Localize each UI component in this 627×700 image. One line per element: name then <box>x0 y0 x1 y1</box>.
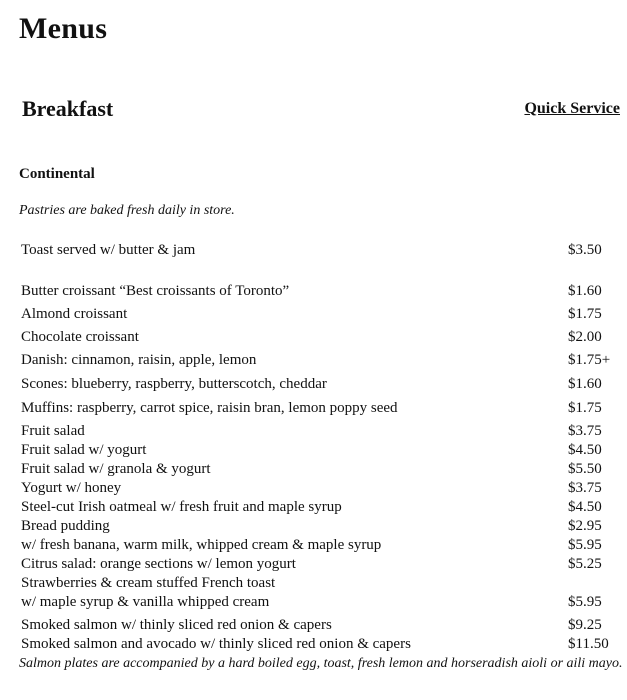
menu-item-price: $4.50 <box>568 442 602 458</box>
menu-item <box>21 281 621 301</box>
menu-item-name: Bread pudding <box>21 518 110 534</box>
menu-item <box>21 497 621 517</box>
menu-item-name: Danish: cinnamon, raisin, apple, lemon <box>21 352 257 368</box>
menu-item-name: Almond croissant <box>21 306 128 322</box>
menu-item-name: Fruit salad w/ yogurt <box>21 442 147 458</box>
menu-item-price: $5.95 <box>568 594 602 610</box>
menu-item-price: $5.95 <box>568 537 602 553</box>
menu-item-price: $1.75 <box>568 400 602 416</box>
menu-item-price: $5.25 <box>568 556 602 572</box>
quick-service-link[interactable]: Quick Service <box>524 100 620 117</box>
menu-item-name: Fruit salad <box>21 423 85 439</box>
menu-item-name: Citrus salad: orange sections w/ lemon yogurt <box>21 556 296 572</box>
menu-item-name: Smoked salmon and avocado w/ thinly sliced red onion & capers <box>21 636 411 652</box>
menu-item-price: $4.50 <box>568 499 602 515</box>
subsection-title-continental: Continental <box>19 166 95 182</box>
menu-item-name: Toast served w/ butter & jam <box>21 242 196 258</box>
menu-item <box>21 374 621 394</box>
menu-item-name: Smoked salmon w/ thinly sliced red onion & capers <box>21 617 332 633</box>
menu-item-price: $1.60 <box>568 376 602 392</box>
menu-item <box>21 327 621 347</box>
menu-item <box>21 459 621 479</box>
menu-item <box>21 304 621 324</box>
menu-item-name: w/ maple syrup & vanilla whipped cream <box>21 594 270 610</box>
menu-item-name: Steel-cut Irish oatmeal w/ fresh fruit and maple syrup <box>21 499 342 515</box>
menu-item-name: Yogurt w/ honey <box>21 480 122 496</box>
page-title: Menus <box>19 12 108 45</box>
menu-item-price: $3.50 <box>568 242 602 258</box>
menu-item-price: $3.75 <box>568 480 602 496</box>
menu-item-name: Strawberries & cream stuffed French toast <box>21 575 276 591</box>
menu-item-price: $1.75 <box>568 306 602 322</box>
menu-item <box>21 240 621 260</box>
menu-item-price: $9.25 <box>568 617 602 633</box>
menu-item <box>21 634 621 654</box>
menu-item-name: Butter croissant “Best croissants of Toronto” <box>21 283 290 299</box>
menu-item-price: $11.50 <box>568 636 609 652</box>
menu-item-name: Scones: blueberry, raspberry, butterscotch, cheddar <box>21 376 327 392</box>
salmon-plates-note: Salmon plates are accompanied by a hard boiled egg, toast, fresh lemon and horseradish aioli or aili mayo. <box>19 656 623 671</box>
menu-item <box>21 535 621 555</box>
menu-item-name: Muffins: raspberry, carrot spice, raisin bran, lemon poppy seed <box>21 400 398 416</box>
menu-item <box>21 350 621 370</box>
menu-item-price: $2.95 <box>568 518 602 534</box>
menu-item-price: $1.75+ <box>568 352 611 368</box>
menu-item-price: $2.00 <box>568 329 602 345</box>
menu-item <box>21 478 621 498</box>
menu-item-name: Fruit salad w/ granola & yogurt <box>21 461 211 477</box>
menu-item <box>21 516 621 536</box>
pastries-note: Pastries are baked fresh daily in store. <box>19 203 235 218</box>
section-title-breakfast: Breakfast <box>22 96 114 121</box>
menu-item-price: $5.50 <box>568 461 602 477</box>
menu-item-price: $3.75 <box>568 423 602 439</box>
menu-item-name: Chocolate croissant <box>21 329 139 345</box>
menu-item-name: w/ fresh banana, warm milk, whipped cream & maple syrup <box>21 537 382 553</box>
menu-item <box>21 554 621 574</box>
menu-item <box>21 592 621 612</box>
menu-item <box>21 421 621 441</box>
menu-item <box>21 573 621 593</box>
menu-item-price: $1.60 <box>568 283 602 299</box>
menu-item <box>21 615 621 635</box>
menu-item <box>21 440 621 460</box>
menu-item <box>21 398 621 418</box>
